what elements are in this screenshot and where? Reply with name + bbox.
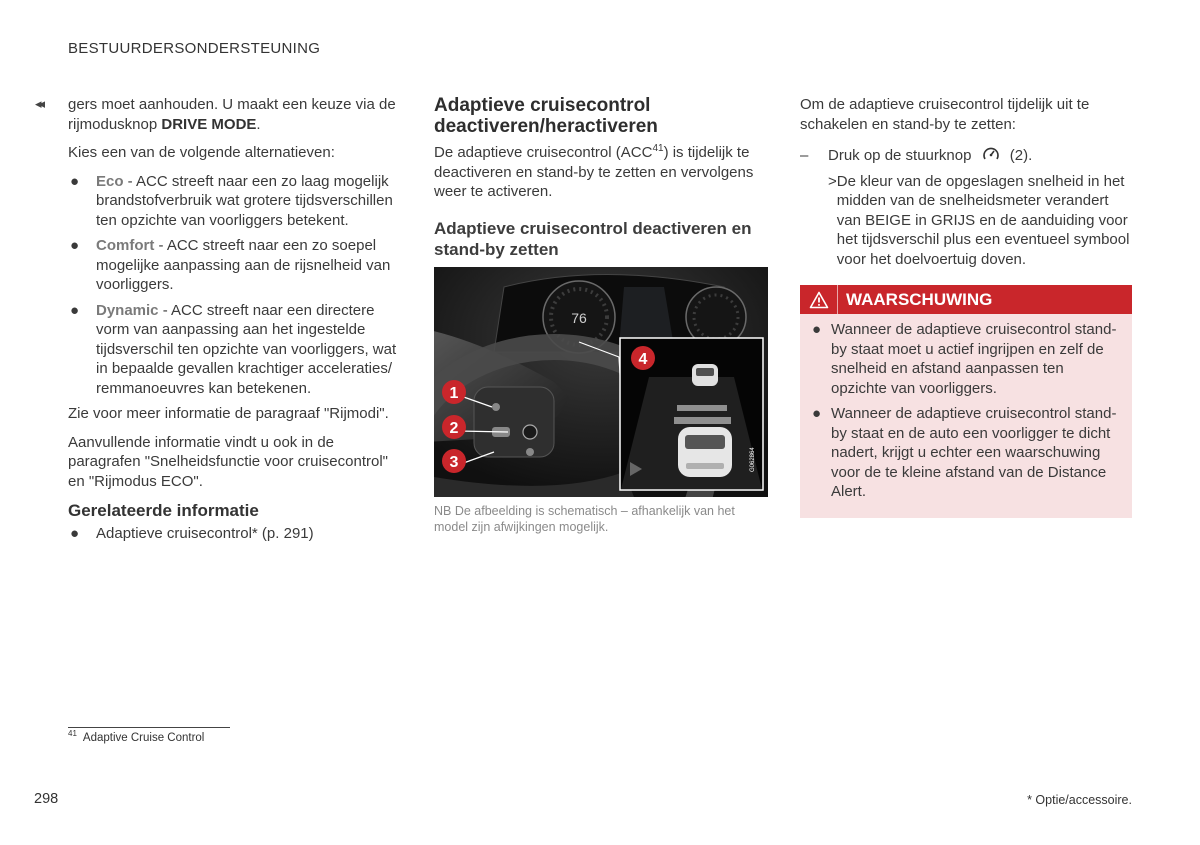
bullet: ● (812, 321, 822, 338)
choose-paragraph: Kies een van de volgende alternatieven: (68, 144, 335, 161)
option-name: Dynamic (96, 301, 159, 319)
svg-text:2: 2 (449, 419, 459, 437)
bullet: ● (70, 524, 80, 542)
drive-mode-label: DRIVE MODE (161, 115, 257, 133)
own-vehicle-icon (678, 427, 732, 477)
footnote-ref[interactable]: 41 (652, 143, 664, 154)
additional-info-paragraph: Aanvullende informatie vindt u ook in de paragrafen "Snelheidsfunctie voor cruisecontrol" en "Rijmodus ECO". (68, 433, 388, 490)
related-info-list (68, 524, 398, 544)
svg-text:1: 1 (449, 384, 459, 402)
step-result (800, 172, 1132, 270)
instruction-step (800, 146, 1132, 168)
footnote-number: 41 (68, 729, 77, 739)
speedometer-icon (982, 146, 1000, 168)
section-heading: Adaptieve cruisecontrol deactiveren/heractiveren (434, 95, 658, 137)
warning-triangle-icon (800, 285, 838, 314)
callout-1 (442, 380, 466, 404)
option-name: Comfort (96, 237, 155, 254)
section-header: BESTUURDERSONDERSTEUNING (68, 40, 321, 57)
svg-text:3: 3 (449, 453, 459, 471)
image-code: G062864 (750, 446, 756, 472)
option-text: - ACC streeft naar een directere vorm van aanpassing aan het ingestelde tijdsverschil ten opzichte van voorliggers, wat in bepaalde gevallen krachtiger acceleraties/ remmanoeuvres kan betekenen. (96, 301, 397, 397)
figure-caption: NB De afbeelding is schematisch – afhankelijk van het model zijn afwijkingen mogelijk. (434, 503, 735, 534)
option-text: - ACC streeft naar een zo soepel mogelijke aanpassing aan de rijsnelheid van voorliggers. (96, 237, 391, 293)
step-dash: – (800, 147, 809, 164)
intro-paragraph: gers moet aanhouden. U maakt een keuze via de rijmodusknop DRIVE MODE. (68, 96, 396, 133)
column-left (68, 95, 398, 549)
bullet: ● (70, 237, 80, 254)
footnote (68, 729, 205, 744)
acc-paragraph: De adaptieve cruisecontrol (ACC$^{41}$) is tijdelijk te deactiveren en stand-by te zetten en vervolgens weer te activeren. (434, 143, 754, 200)
subsection-heading: Adaptieve cruisecontrol deactiveren en stand-by zetten (434, 218, 752, 259)
more-info-paragraph: Zie voor meer informatie de paragraaf "Rijmodi". (68, 405, 389, 422)
callout-3 (442, 449, 466, 473)
list-item (68, 301, 398, 399)
warning-box (800, 285, 1132, 518)
footnote-rule (68, 727, 230, 728)
related-link[interactable]: ● Adaptieve cruisecontrol* (p. 291) (70, 524, 314, 542)
result-marker: > (828, 172, 837, 190)
bullet: ● (70, 172, 80, 190)
warning-title: WAARSCHUWING (846, 289, 993, 309)
page-number: 298 (34, 791, 59, 807)
related-info-heading: Gerelateerde informatie (68, 501, 259, 520)
illustration-svg (434, 267, 768, 497)
optional-accessory-note: * Optie/accessoire. (1027, 793, 1132, 807)
svg-text:4: 4 (638, 350, 648, 368)
footnote-text: Adaptive Cruise Control (82, 732, 205, 744)
callout-4 (631, 346, 655, 370)
callout-2 (442, 415, 466, 439)
lead-vehicle-icon (692, 364, 718, 386)
warning-item: ● Wanneer de adaptieve cruisecontrol stand-by staat moet u actief ingrijpen en zelf de snelheid en afstand aanpassen ten opzichte van voorliggers. (812, 321, 1117, 397)
speed-readout: 76 (571, 309, 587, 326)
option-name: Eco (96, 172, 124, 190)
drive-mode-options-list (68, 172, 398, 399)
bullet: ● (70, 301, 80, 319)
result-text: De kleur van de opgeslagen snelheid in het midden van de snelheidsmeter verandert van BEIGE in GRIJS en de aanduiding voor het tijdsverschil plus een eventueel symbool voor het doelvoertuig doven. (836, 172, 1130, 268)
instruction-intro: Om de adaptieve cruisecontrol tijdelijk uit te schakelen en stand-by te zetten: (800, 96, 1090, 133)
column-middle (434, 95, 768, 535)
column-right (800, 95, 1132, 518)
list-item (68, 172, 398, 231)
list-item (68, 236, 398, 295)
bullet: ● (812, 405, 822, 422)
steering-wheel-illustration (434, 267, 768, 497)
step-text: Druk op de stuurknop (2). (828, 146, 1032, 168)
option-text: - ACC streeft naar een zo laag mogelijk brandstofverbruik wat grotere tijdsverschillen ten opzichte van voorliggers betekent. (96, 172, 393, 229)
warning-list (800, 314, 1132, 518)
warning-header (800, 285, 1132, 314)
continuation-arrows-icon: ◂◂ (35, 96, 43, 111)
warning-item: ● Wanneer de adaptieve cruisecontrol stand-by staat en de auto een voorligger te dicht nadert, krijgt u echter een waarschuwing voor de te kleine afstand van de Distance Alert. (812, 405, 1117, 500)
